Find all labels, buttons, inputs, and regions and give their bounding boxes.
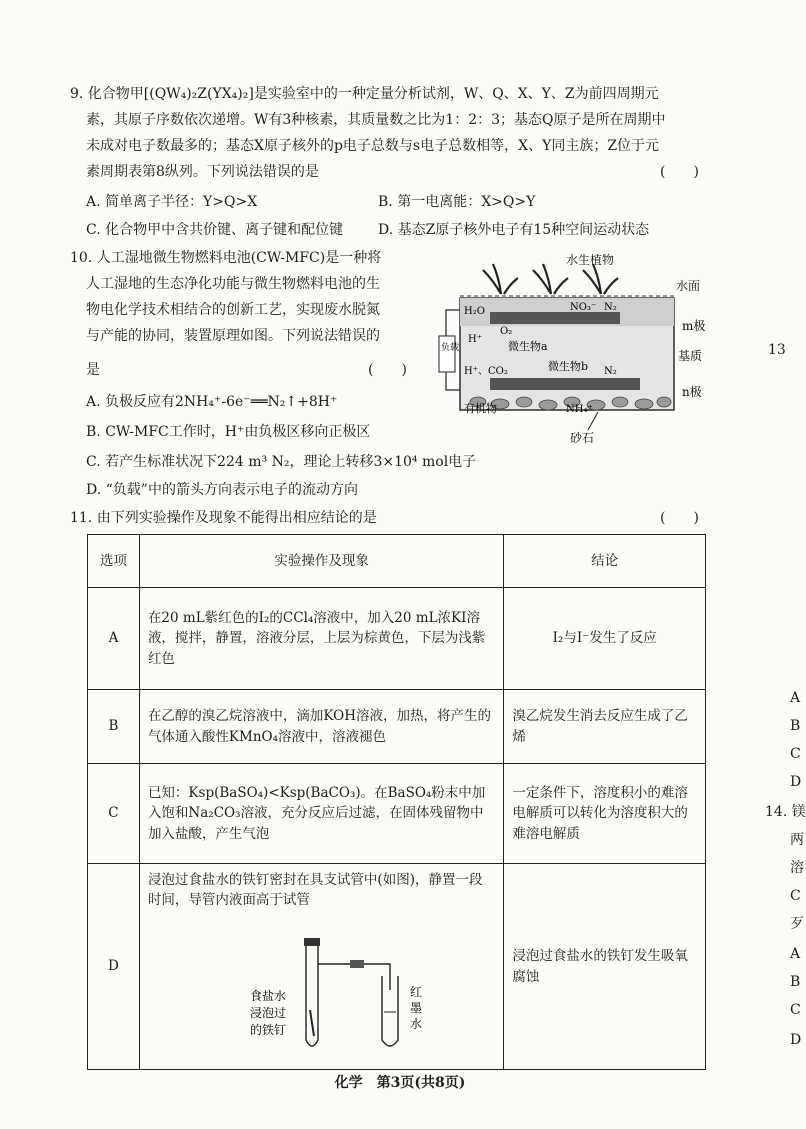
edge-letter: 14. 镁: [765, 804, 806, 820]
q11-answer-paren: ( ): [660, 510, 699, 526]
q10-option-a: A. 负极反应有2NH₄⁺-6e⁻══N₂↑+8H⁺: [86, 394, 338, 410]
nail-label-1: 食盐水: [249, 989, 286, 1003]
edge-letter: D: [790, 774, 802, 790]
q9-line-3: 未成对电子数最多的；基态X原子核外的p电子总数与s电子总数相等，X、Y同主族；Z位于元: [86, 138, 660, 154]
edge-letter: C: [790, 888, 801, 904]
q10-option-b: B. CW-MFC工作时，H⁺由负极区移向正极区: [86, 424, 371, 440]
q10-line-5: 是: [86, 362, 100, 378]
organic-label: 有机物: [464, 402, 497, 415]
edge-number-13: 13: [768, 342, 786, 358]
row-b-operation: 在乙醇的溴乙烷溶液中，滴加KOH溶液，加热，将产生的气体通入酸性KMnO₄溶液中，溶液褪色: [139, 690, 503, 764]
edge-letter: 溶: [790, 860, 804, 876]
edge-letter: A: [790, 690, 801, 706]
o2-label: O₂: [500, 326, 513, 337]
edge-letter: C: [790, 746, 801, 762]
row-c-conclusion: 一定条件下，溶度积小的难溶电解质可以转化为溶度积大的难溶电解质: [504, 764, 706, 864]
ink-label-2: 墨: [409, 1001, 422, 1015]
page-footer: 化学 第3页(共8页): [334, 1075, 466, 1091]
row-b-option: B: [88, 690, 140, 764]
ink-label-1: 红: [409, 985, 422, 999]
q10-line-4: 与产能的协同，装置原理如图。下列说法错误的: [86, 328, 380, 344]
nail-label-2: 浸泡过: [249, 1006, 286, 1020]
load-label: 负载: [441, 343, 460, 353]
q10-answer-paren: ( ): [368, 362, 407, 378]
edge-letter: 两: [790, 832, 804, 848]
edge-letter: D: [790, 1032, 802, 1048]
row-d-conclusion: 浸泡过食盐水的铁钉发生吸氧腐蚀: [504, 864, 706, 1070]
rubber-joint: [350, 960, 364, 968]
table-row: [88, 864, 706, 1070]
row-d-operation-cell: [139, 864, 503, 1070]
q10-option-c: C. 若产生标准状况下224 m³ N₂，理论上转移3×10⁴ mol电子: [86, 454, 477, 470]
row-a-option: A: [88, 588, 140, 690]
q10-option-d: D. “负载”中的箭头方向表示电子的流动方向: [86, 482, 358, 498]
q9-option-b: B. 第一电离能：X>Q>Y: [378, 194, 536, 210]
n-electrode: [490, 378, 640, 390]
hplus-label: H⁺: [468, 334, 482, 345]
plant-icons: [483, 264, 618, 294]
row-d-operation: 浸泡过食盐水的铁钉密封在具支试管中(如图)，静置一段时间，导管内液面高于试管: [147, 872, 483, 909]
experiment-table: [87, 534, 706, 1070]
n2-bottom-label: N₂: [604, 366, 617, 377]
microbe-a-label: 微生物a: [508, 340, 548, 353]
table-row: [88, 588, 706, 690]
ink-label-3: 水: [409, 1017, 422, 1031]
n-electrode-label: n极: [682, 385, 702, 399]
edge-letter: B: [790, 718, 801, 734]
substrate-label: 基质: [678, 349, 703, 363]
q9-option-d: D. 基态Z原子核外电子有15种空间运动状态: [378, 222, 650, 238]
h-co2-label: H⁺、CO₂: [464, 366, 508, 377]
row-d-option: D: [88, 864, 140, 1070]
row-a-operation: 在20 mL紫红色的I₂的CCl₄溶液中，加入20 mL浓KI溶液，搅拌，静置，溶液分层，上层为棕黄色，下层为浅紫红色: [139, 588, 503, 690]
nh4-label: NH₄⁺: [566, 404, 593, 415]
no3-label: NO₃⁻: [570, 302, 597, 313]
gravel-label: 砂石: [570, 431, 595, 445]
header-option: 选项: [88, 535, 140, 588]
ink-label: [410, 985, 426, 1031]
n2-top-label: N₂: [604, 302, 617, 313]
branch-tube: [306, 946, 318, 1046]
edge-letter: C: [790, 1002, 801, 1018]
row-a-conclusion: I₂与I⁻发生了反应: [504, 588, 706, 690]
microbe-b-label: 微生物b: [548, 360, 589, 373]
row-c-operation: 已知：Ksp(BaSO₄)<Ksp(BaCO₃)。在BaSO₄粉末中加入饱和Na₂CO₃溶液，充分反应后过滤，在固体残留物中加入盐酸，产生气泡: [139, 764, 503, 864]
q9-option-c: C. 化合物甲中含共价键、离子键和配位键: [86, 222, 344, 238]
row-b-conclusion: 溴乙烷发生消去反应生成了乙烯: [504, 690, 706, 764]
q10-line-1: 10. 人工湿地微生物燃料电池(CW-MFC)是一种将: [70, 250, 382, 266]
q9-line-4: 素周期表第8纵列。下列说法错误的是: [86, 164, 319, 180]
table-header-row: [88, 535, 706, 588]
q9-line-1: 9. 化合物甲[(QW₄)₂Z(YX₄)₂]是实验室中的一种定量分析试剂，W、Q、X、Y、Z为前四周期元: [70, 86, 659, 102]
load-box: [439, 336, 455, 372]
h2o-label: H₂O: [464, 306, 485, 317]
q10-line-3: 物电化学技术相结合的创新工艺，实现废水脱氮: [86, 302, 380, 318]
stopper: [304, 938, 320, 946]
iron-nail: [310, 1010, 314, 1036]
header-conclusion: 结论: [504, 535, 706, 588]
q10-line-2: 人工湿地的生态净化功能与微生物燃料电池的生: [86, 276, 380, 292]
edge-letter: B: [790, 974, 801, 990]
m-electrode: [490, 312, 620, 324]
m-electrode-label: m极: [682, 319, 706, 333]
test-tube-figure: [240, 930, 440, 1060]
fuel-cell-diagram: [438, 250, 728, 450]
q9-option-a: A. 简单离子半径：Y>Q>X: [86, 194, 258, 210]
q11-title: 11. 由下列实验操作及现象不能得出相应结论的是: [70, 510, 377, 526]
fuel-cell-svg: [438, 250, 728, 450]
nail-label-3: 的铁钉: [249, 1023, 286, 1037]
nail-label: [250, 988, 290, 1037]
row-c-option: C: [88, 764, 140, 864]
q9-answer-paren: ( ): [660, 164, 699, 180]
header-operation: 实验操作及现象: [139, 535, 503, 588]
q9-line-2: 素，其原子序数依次递增。W有3种核素，其质量数之比为1：2：3；基态Q原子是所在周期中: [86, 112, 666, 128]
plant-label: 水生植物: [566, 253, 615, 267]
water-label: 水面: [676, 279, 701, 293]
edge-letter: 歹: [790, 916, 804, 932]
edge-letter: A: [790, 946, 801, 962]
table-row: [88, 690, 706, 764]
table-row: [88, 764, 706, 864]
